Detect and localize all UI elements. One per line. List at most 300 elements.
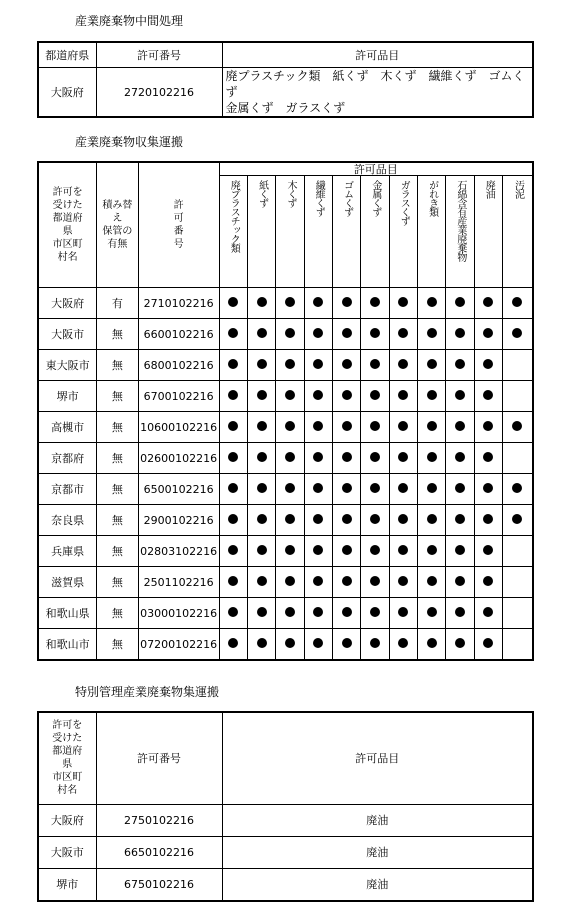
- permitted-dot: [228, 483, 238, 493]
- permitted-dot: [427, 421, 437, 431]
- header-number-line: 可: [173, 213, 184, 224]
- header-permit-items: 許可品目: [222, 712, 533, 804]
- header-permit-number: 許可番号: [96, 42, 222, 68]
- mark-cell: [361, 288, 389, 319]
- item-header: [304, 176, 332, 288]
- permitted-dot: [512, 483, 522, 493]
- permitted-dot: [455, 297, 465, 307]
- mark-cell: [502, 350, 533, 381]
- item-header: [417, 176, 445, 288]
- permitted-dot: [342, 638, 352, 648]
- mark-cell: [276, 629, 304, 661]
- permitted-dot: [285, 607, 295, 617]
- header-area-line: 受けた: [52, 200, 83, 211]
- header-number-line: 番: [173, 226, 184, 237]
- header-storage: [97, 162, 138, 288]
- mark-cell: [276, 319, 304, 350]
- table-row: [38, 868, 533, 901]
- table-row: [38, 629, 533, 661]
- area-cell: 和歌山県: [38, 598, 97, 629]
- header-area-line: 都道府: [52, 213, 83, 224]
- mark-cell: [389, 350, 417, 381]
- mark-cell: [474, 505, 502, 536]
- mark-cell: [474, 474, 502, 505]
- mark-cell: [446, 350, 474, 381]
- permitted-dot: [483, 297, 493, 307]
- header-area: [38, 712, 96, 804]
- permitted-dot: [257, 514, 267, 524]
- item-header: [219, 176, 247, 288]
- header-area-line: 市区町: [52, 239, 83, 250]
- header-number: [138, 162, 219, 288]
- mark-cell: [474, 536, 502, 567]
- header-number-line: 号: [173, 239, 184, 250]
- table-row: [38, 319, 533, 350]
- permitted-dot: [257, 545, 267, 555]
- permitted-dot: [427, 576, 437, 586]
- mark-cell: [247, 443, 275, 474]
- mark-cell: [332, 381, 360, 412]
- mark-cell: [502, 443, 533, 474]
- permit-items-cell: 廃油: [222, 868, 533, 901]
- item-header-label: 廃プラスチック類: [228, 180, 240, 252]
- header-area-line: 県: [62, 759, 73, 771]
- permitted-dot: [285, 297, 295, 307]
- permitted-dot: [427, 328, 437, 338]
- permitted-dot: [483, 359, 493, 369]
- mark-cell: [219, 536, 247, 567]
- mark-cell: [247, 629, 275, 661]
- mark-cell: [417, 381, 445, 412]
- permit-items-cell: 廃油: [222, 804, 533, 836]
- permitted-dot: [398, 297, 408, 307]
- mark-cell: [219, 412, 247, 443]
- permit-items-line1: 廃プラスチック類 紙くず 木くず 繊維くず ゴムくず: [225, 69, 525, 99]
- permitted-dot: [228, 638, 238, 648]
- mark-cell: [219, 443, 247, 474]
- permit-number-cell: 6700102216: [138, 381, 219, 412]
- permitted-dot: [398, 607, 408, 617]
- permitted-dot: [257, 328, 267, 338]
- permitted-dot: [483, 452, 493, 462]
- mark-cell: [332, 474, 360, 505]
- mark-cell: [276, 598, 304, 629]
- header-storage-line: 保管の: [102, 226, 133, 237]
- mark-cell: [474, 412, 502, 443]
- mark-cell: [446, 598, 474, 629]
- permitted-dot: [370, 607, 380, 617]
- permitted-dot: [370, 328, 380, 338]
- mark-cell: [219, 319, 247, 350]
- mark-cell: [304, 598, 332, 629]
- header-number-line: 許: [173, 200, 184, 211]
- permit-items-line2: 金属くず ガラスくず: [225, 101, 346, 115]
- mark-cell: [417, 629, 445, 661]
- mark-cell: [276, 505, 304, 536]
- mark-cell: [446, 443, 474, 474]
- permitted-dot: [427, 638, 437, 648]
- area-cell: 大阪府: [38, 288, 97, 319]
- mark-cell: [417, 567, 445, 598]
- mark-cell: [389, 629, 417, 661]
- table-row: [38, 381, 533, 412]
- permitted-dot: [483, 390, 493, 400]
- header-area: [38, 162, 97, 288]
- permitted-dot: [342, 390, 352, 400]
- permitted-dot: [455, 328, 465, 338]
- permitted-dot: [512, 514, 522, 524]
- mark-cell: [219, 350, 247, 381]
- permitted-dot: [370, 514, 380, 524]
- header-area-line: 許可を: [52, 187, 83, 198]
- permit-number-cell: 2750102216: [96, 804, 222, 836]
- permit-number-cell: 6800102216: [138, 350, 219, 381]
- permitted-dot: [257, 359, 267, 369]
- header-permit-items: 許可品目: [219, 162, 533, 176]
- mark-cell: [474, 381, 502, 412]
- storage-cell: 無: [97, 536, 138, 567]
- permitted-dot: [313, 297, 323, 307]
- table-row: [38, 288, 533, 319]
- mark-cell: [219, 381, 247, 412]
- permitted-dot: [370, 483, 380, 493]
- mark-cell: [502, 412, 533, 443]
- permitted-dot: [483, 328, 493, 338]
- permitted-dot: [455, 545, 465, 555]
- mark-cell: [219, 474, 247, 505]
- mark-cell: [446, 629, 474, 661]
- permitted-dot: [483, 607, 493, 617]
- header-area-line: 村名: [57, 785, 78, 797]
- permitted-dot: [313, 545, 323, 555]
- item-header: [332, 176, 360, 288]
- mark-cell: [304, 319, 332, 350]
- area-cell: 東大阪市: [38, 350, 97, 381]
- permitted-dot: [285, 514, 295, 524]
- mark-cell: [446, 381, 474, 412]
- mark-cell: [389, 474, 417, 505]
- permitted-dot: [257, 421, 267, 431]
- permitted-dot: [285, 359, 295, 369]
- mark-cell: [219, 598, 247, 629]
- area-cell: 和歌山市: [38, 629, 97, 661]
- mark-cell: [332, 536, 360, 567]
- mark-cell: [247, 412, 275, 443]
- mark-cell: [361, 474, 389, 505]
- permitted-dot: [342, 359, 352, 369]
- permit-number-cell: 6600102216: [138, 319, 219, 350]
- mark-cell: [502, 474, 533, 505]
- permitted-dot: [512, 328, 522, 338]
- area-cell: 滋賀県: [38, 567, 97, 598]
- area-cell: 京都市: [38, 474, 97, 505]
- storage-cell: 無: [97, 598, 138, 629]
- storage-cell: 無: [97, 381, 138, 412]
- item-header-label: 石綿含有産業廃棄物: [454, 180, 466, 261]
- permit-number-cell: 6750102216: [96, 868, 222, 901]
- mark-cell: [502, 629, 533, 661]
- mark-cell: [502, 505, 533, 536]
- mark-cell: [247, 567, 275, 598]
- permitted-dot: [427, 297, 437, 307]
- item-header-label: 紙くず: [256, 180, 268, 207]
- permitted-dot: [228, 421, 238, 431]
- section1-title: 産業廃棄物中間処理: [75, 14, 184, 28]
- mark-cell: [304, 288, 332, 319]
- mark-cell: [474, 629, 502, 661]
- permitted-dot: [285, 328, 295, 338]
- table-row: [38, 804, 533, 836]
- mark-cell: [417, 412, 445, 443]
- mark-cell: [332, 319, 360, 350]
- mark-cell: [474, 288, 502, 319]
- mark-cell: [304, 629, 332, 661]
- mark-cell: [417, 350, 445, 381]
- mark-cell: [502, 567, 533, 598]
- permit-number-cell: 07200102216: [138, 629, 219, 661]
- permitted-dot: [257, 483, 267, 493]
- permitted-dot: [313, 359, 323, 369]
- mark-cell: [389, 536, 417, 567]
- mark-cell: [219, 288, 247, 319]
- permitted-dot: [455, 483, 465, 493]
- mark-cell: [304, 536, 332, 567]
- permitted-dot: [228, 576, 238, 586]
- permitted-dot: [370, 545, 380, 555]
- permitted-dot: [370, 452, 380, 462]
- permitted-dot: [313, 514, 323, 524]
- mark-cell: [502, 288, 533, 319]
- permitted-dot: [455, 638, 465, 648]
- mark-cell: [304, 567, 332, 598]
- table-row: [38, 443, 533, 474]
- mark-cell: [361, 567, 389, 598]
- header-area-line: 受けた: [52, 733, 83, 745]
- header-storage-line: 有無: [107, 239, 128, 250]
- permit-number-cell: 6500102216: [138, 474, 219, 505]
- mark-cell: [502, 598, 533, 629]
- permitted-dot: [285, 638, 295, 648]
- mark-cell: [247, 474, 275, 505]
- permitted-dot: [228, 607, 238, 617]
- area-cell: 大阪府: [38, 804, 96, 836]
- mark-cell: [247, 598, 275, 629]
- mark-cell: [417, 505, 445, 536]
- permitted-dot: [228, 545, 238, 555]
- mark-cell: [446, 505, 474, 536]
- mark-cell: [389, 381, 417, 412]
- permitted-dot: [342, 483, 352, 493]
- prefecture-cell: 大阪府: [38, 68, 96, 118]
- header-permit-number: 許可番号: [96, 712, 222, 804]
- mark-cell: [332, 598, 360, 629]
- area-cell: 京都府: [38, 443, 97, 474]
- mark-cell: [361, 443, 389, 474]
- permitted-dot: [370, 390, 380, 400]
- permitted-dot: [483, 483, 493, 493]
- permitted-dot: [257, 576, 267, 586]
- mark-cell: [361, 505, 389, 536]
- mark-cell: [389, 288, 417, 319]
- permitted-dot: [455, 576, 465, 586]
- permitted-dot: [285, 390, 295, 400]
- mark-cell: [332, 567, 360, 598]
- permitted-dot: [512, 421, 522, 431]
- header-prefecture: 都道府県: [38, 42, 96, 68]
- mark-cell: [474, 443, 502, 474]
- permitted-dot: [285, 576, 295, 586]
- permitted-dot: [313, 328, 323, 338]
- storage-cell: 無: [97, 505, 138, 536]
- mark-cell: [502, 319, 533, 350]
- permitted-dot: [512, 297, 522, 307]
- mark-cell: [332, 629, 360, 661]
- permitted-dot: [455, 421, 465, 431]
- area-cell: 兵庫県: [38, 536, 97, 567]
- mark-cell: [247, 505, 275, 536]
- mark-cell: [361, 350, 389, 381]
- mark-cell: [361, 412, 389, 443]
- item-header-label: 廃油: [483, 180, 495, 198]
- collection-transport-table: [37, 161, 534, 661]
- mark-cell: [502, 381, 533, 412]
- item-header: [361, 176, 389, 288]
- permitted-dot: [483, 545, 493, 555]
- mark-cell: [502, 536, 533, 567]
- mark-cell: [389, 505, 417, 536]
- item-header: [446, 176, 474, 288]
- mark-cell: [417, 443, 445, 474]
- permitted-dot: [398, 452, 408, 462]
- storage-cell: 有: [97, 288, 138, 319]
- mark-cell: [474, 598, 502, 629]
- permitted-dot: [257, 452, 267, 462]
- header-area-line: 市区町: [52, 772, 83, 784]
- mark-cell: [332, 288, 360, 319]
- permitted-dot: [257, 638, 267, 648]
- permitted-dot: [398, 514, 408, 524]
- permitted-dot: [342, 545, 352, 555]
- header-area-line: 村名: [57, 252, 78, 263]
- permit-number-cell: 2720102216: [96, 68, 222, 118]
- mark-cell: [247, 319, 275, 350]
- item-header-label: がれき類: [426, 180, 438, 216]
- permitted-dot: [427, 452, 437, 462]
- table-row: [38, 598, 533, 629]
- permitted-dot: [455, 390, 465, 400]
- permitted-dot: [313, 483, 323, 493]
- permitted-dot: [398, 359, 408, 369]
- permitted-dot: [398, 576, 408, 586]
- item-header: [389, 176, 417, 288]
- mark-cell: [417, 288, 445, 319]
- permitted-dot: [285, 483, 295, 493]
- permitted-dot: [398, 328, 408, 338]
- permitted-dot: [483, 576, 493, 586]
- mark-cell: [446, 412, 474, 443]
- item-header: [502, 176, 533, 288]
- mark-cell: [446, 319, 474, 350]
- storage-cell: 無: [97, 319, 138, 350]
- permitted-dot: [228, 328, 238, 338]
- area-cell: 堺市: [38, 381, 97, 412]
- item-header-label: ガラスくず: [398, 180, 410, 225]
- permitted-dot: [483, 421, 493, 431]
- permitted-dot: [455, 452, 465, 462]
- section3-title: 特別管理産業廃棄物集運搬: [75, 685, 220, 699]
- mark-cell: [389, 567, 417, 598]
- mark-cell: [304, 474, 332, 505]
- permitted-dot: [228, 297, 238, 307]
- permitted-dot: [228, 390, 238, 400]
- permitted-dot: [257, 297, 267, 307]
- permitted-dot: [370, 638, 380, 648]
- intermediate-treatment-table: [37, 41, 534, 118]
- permitted-dot: [342, 297, 352, 307]
- mark-cell: [389, 412, 417, 443]
- storage-cell: 無: [97, 350, 138, 381]
- mark-cell: [304, 412, 332, 443]
- permit-number-cell: 2501102216: [138, 567, 219, 598]
- mark-cell: [276, 567, 304, 598]
- item-header-label: 金属くず: [369, 180, 381, 216]
- mark-cell: [474, 319, 502, 350]
- permitted-dot: [313, 638, 323, 648]
- permitted-dot: [483, 638, 493, 648]
- mark-cell: [219, 629, 247, 661]
- mark-cell: [446, 536, 474, 567]
- permitted-dot: [370, 421, 380, 431]
- permitted-dot: [257, 390, 267, 400]
- mark-cell: [276, 381, 304, 412]
- permitted-dot: [483, 514, 493, 524]
- mark-cell: [304, 443, 332, 474]
- permitted-dot: [370, 297, 380, 307]
- permitted-dot: [228, 452, 238, 462]
- mark-cell: [332, 350, 360, 381]
- area-cell: 奈良県: [38, 505, 97, 536]
- permitted-dot: [455, 359, 465, 369]
- item-header-label: 汚泥: [512, 180, 524, 198]
- header-area-line: 県: [62, 226, 73, 237]
- special-control-table: [37, 711, 534, 902]
- mark-cell: [247, 536, 275, 567]
- area-cell: 堺市: [38, 868, 96, 901]
- storage-cell: 無: [97, 412, 138, 443]
- permitted-dot: [228, 359, 238, 369]
- permit-number-cell: 02600102216: [138, 443, 219, 474]
- item-header-label: ゴムくず: [341, 180, 353, 216]
- permitted-dot: [398, 421, 408, 431]
- permitted-dot: [427, 607, 437, 617]
- permitted-dot: [313, 576, 323, 586]
- mark-cell: [304, 381, 332, 412]
- permitted-dot: [342, 452, 352, 462]
- mark-cell: [417, 536, 445, 567]
- area-cell: 大阪市: [38, 319, 97, 350]
- mark-cell: [446, 567, 474, 598]
- header-permit-items: 許可品目: [222, 42, 533, 68]
- mark-cell: [389, 319, 417, 350]
- permit-number-cell: 10600102216: [138, 412, 219, 443]
- mark-cell: [219, 567, 247, 598]
- table-row: [38, 412, 533, 443]
- permitted-dot: [285, 545, 295, 555]
- header-area-line: 都道府: [52, 746, 83, 758]
- table-row: [38, 350, 533, 381]
- permitted-dot: [285, 421, 295, 431]
- area-cell: 高槻市: [38, 412, 97, 443]
